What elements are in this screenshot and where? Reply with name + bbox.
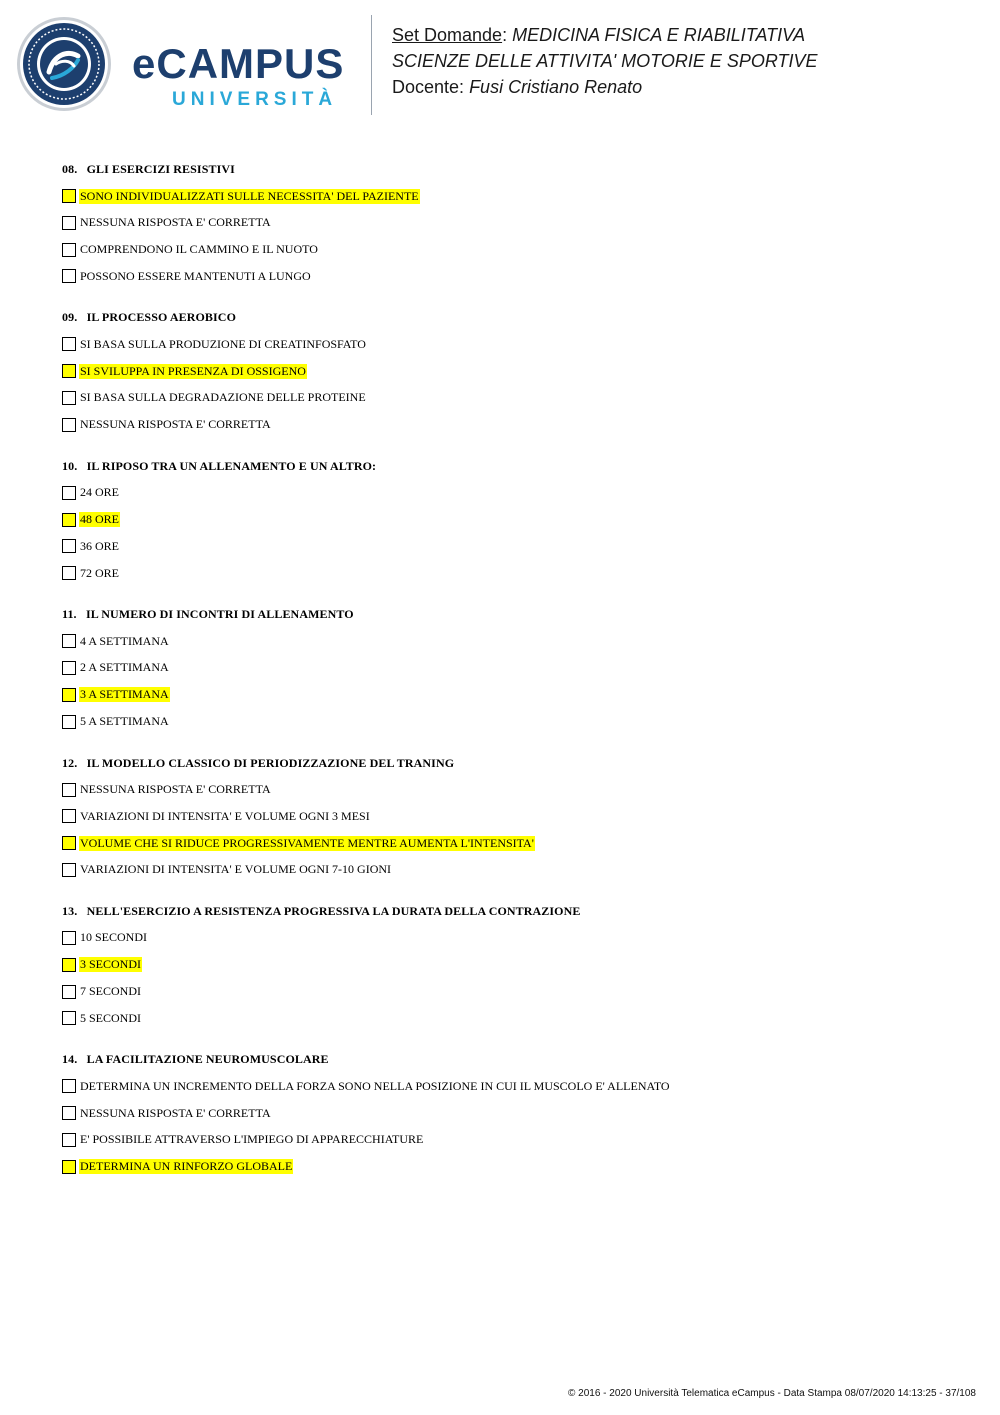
checkbox[interactable] <box>62 809 76 823</box>
question-title <box>62 308 962 326</box>
checkbox[interactable] <box>62 634 76 648</box>
question-title <box>62 457 962 475</box>
answer-option <box>62 713 962 731</box>
checkbox[interactable] <box>62 985 76 999</box>
footer-copyright: © 2016 - 2020 Università Telematica eCampus - Data Stampa 08/07/2020 14:13:25 - 37/108 <box>568 1388 976 1399</box>
course-line-1: MEDICINA FISICA E RIABILITATIVA <box>512 25 806 45</box>
checkbox[interactable] <box>62 1106 76 1120</box>
answer-option <box>62 1077 962 1095</box>
answer-option <box>62 861 962 879</box>
question-title <box>62 605 962 623</box>
answer-text: 4 A SETTIMANA <box>80 633 169 648</box>
question-title <box>62 1050 962 1068</box>
answer-list <box>62 484 962 582</box>
answer-list <box>62 1077 962 1175</box>
checkbox[interactable] <box>62 269 76 283</box>
checkbox[interactable] <box>62 1133 76 1147</box>
checkbox[interactable] <box>62 958 76 972</box>
course-line-2: SCIENZE DELLE ATTIVITA' MOTORIE E SPORTIVE <box>392 51 818 71</box>
answer-text: POSSONO ESSERE MANTENUTI A LUNGO <box>80 268 311 283</box>
answer-option <box>62 267 962 285</box>
checkbox[interactable] <box>62 364 76 378</box>
answer-text: 3 SECONDI <box>80 957 142 972</box>
answer-text: DETERMINA UN INCREMENTO DELLA FORZA SONO NELLA POSIZIONE IN CUI IL MUSCOLO E' ALLENATO <box>80 1078 670 1093</box>
answer-option <box>62 807 962 825</box>
checkbox[interactable] <box>62 566 76 580</box>
answer-option-correct <box>62 511 962 529</box>
answer-text: VOLUME CHE SI RIDUCE PROGRESSIVAMENTE MENTRE AUMENTA L'INTENSITA' <box>80 835 534 850</box>
answer-text: 5 SECONDI <box>80 1010 142 1025</box>
checkbox[interactable] <box>62 243 76 257</box>
question-number: 14. <box>62 1052 78 1067</box>
set-label: Set Domande <box>392 25 503 45</box>
question-text: IL NUMERO DI INCONTRI DI ALLENAMENTO <box>85 607 354 622</box>
answer-option <box>62 1131 962 1149</box>
checkbox[interactable] <box>62 391 76 405</box>
question-number: 13. <box>62 903 78 918</box>
answer-option <box>62 781 962 799</box>
question-text: IL PROCESSO AEROBICO <box>86 310 236 325</box>
question-title <box>62 754 962 772</box>
checkbox[interactable] <box>62 783 76 797</box>
course-info: Set Domande: MEDICINA FISICA E RIABILITATIVA SCIENZE DELLE ATTIVITA' MOTORIE E SPORTIVE Docente: Fusi Cristiano Renato <box>392 25 818 97</box>
docente-label: Docente <box>392 77 460 97</box>
answer-text: 72 ORE <box>80 565 119 580</box>
ecampus-wordmark <box>132 40 354 112</box>
brand-subtitle: UNIVERSITÀ <box>172 89 338 110</box>
question-number: 12. <box>62 755 78 770</box>
answer-option-correct <box>62 362 962 380</box>
answer-option-correct <box>62 956 962 974</box>
answer-list <box>62 335 962 433</box>
answer-text: NESSUNA RISPOSTA E' CORRETTA <box>80 417 271 432</box>
answer-text: DETERMINA UN RINFORZO GLOBALE <box>80 1159 293 1174</box>
question-number: 09. <box>62 310 78 325</box>
question-text: IL RIPOSO TRA UN ALLENAMENTO E UN ALTRO: <box>86 458 377 473</box>
question-title <box>62 902 962 920</box>
docente-name: Fusi Cristiano Renato <box>469 77 643 97</box>
checkbox[interactable] <box>62 486 76 500</box>
checkbox[interactable] <box>62 1079 76 1093</box>
checkbox[interactable] <box>62 216 76 230</box>
checkbox[interactable] <box>62 513 76 527</box>
answer-text: NESSUNA RISPOSTA E' CORRETTA <box>80 782 271 797</box>
answer-text: 48 ORE <box>80 512 119 527</box>
answer-text: 3 A SETTIMANA <box>80 687 169 702</box>
brand-name: eCAMPUS <box>132 40 345 87</box>
answer-text: 5 A SETTIMANA <box>80 714 169 729</box>
answer-option <box>62 241 962 259</box>
answer-text: SI BASA SULLA PRODUZIONE DI CREATINFOSFATO <box>80 336 366 351</box>
checkbox[interactable] <box>62 836 76 850</box>
checkbox[interactable] <box>62 418 76 432</box>
answer-text: SI BASA SULLA DEGRADAZIONE DELLE PROTEINE <box>80 390 366 405</box>
answer-text: VARIAZIONI DI INTENSITA' E VOLUME OGNI 3 MESI <box>80 808 370 823</box>
answer-text: 2 A SETTIMANA <box>80 660 169 675</box>
answer-text: VARIAZIONI DI INTENSITA' E VOLUME OGNI 7-10 GIONI <box>80 862 392 877</box>
answer-option <box>62 389 962 407</box>
question-number: 10. <box>62 458 78 473</box>
question-number: 08. <box>62 162 78 176</box>
answer-option <box>62 929 962 947</box>
checkbox[interactable] <box>62 189 76 203</box>
header-divider <box>371 15 372 115</box>
answer-option-correct <box>62 834 962 852</box>
checkbox[interactable] <box>62 1011 76 1025</box>
answer-text: 24 ORE <box>80 485 119 500</box>
answer-text: E' POSSIBILE ATTRAVERSO L'IMPIEGO DI APPARECCHIATURE <box>80 1132 424 1147</box>
answer-list <box>62 632 962 730</box>
answer-option <box>62 214 962 232</box>
answer-text: SONO INDIVIDUALIZZATI SULLE NECESSITA' DEL PAZIENTE <box>80 188 419 203</box>
answer-text: NESSUNA RISPOSTA E' CORRETTA <box>80 1105 271 1120</box>
answer-option <box>62 1104 962 1122</box>
question-title <box>62 160 962 178</box>
checkbox[interactable] <box>62 715 76 729</box>
answer-option <box>62 416 962 434</box>
answer-list <box>62 929 962 1027</box>
question-text: IL MODELLO CLASSICO DI PERIODIZZAZIONE DEL TRANING <box>86 755 455 770</box>
answer-option-correct <box>62 686 962 704</box>
answer-option-correct <box>62 1158 962 1176</box>
answer-list <box>62 781 962 879</box>
checkbox[interactable] <box>62 1160 76 1174</box>
answer-option <box>62 632 962 650</box>
checkbox[interactable] <box>62 337 76 351</box>
question-text: GLI ESERCIZI RESISTIVI <box>86 162 235 176</box>
checkbox[interactable] <box>62 863 76 877</box>
answer-text: NESSUNA RISPOSTA E' CORRETTA <box>80 215 271 230</box>
question-list <box>62 160 962 1199</box>
checkbox[interactable] <box>62 931 76 945</box>
checkbox[interactable] <box>62 661 76 675</box>
question-number: 11. <box>62 607 77 622</box>
answer-option <box>62 537 962 555</box>
answer-option <box>62 335 962 353</box>
answer-text: 36 ORE <box>80 538 119 553</box>
checkbox[interactable] <box>62 539 76 553</box>
answer-text: COMPRENDONO IL CAMMINO E IL NUOTO <box>80 242 318 257</box>
question-text: LA FACILITAZIONE NEUROMUSCOLARE <box>86 1052 329 1067</box>
answer-list <box>62 187 962 285</box>
answer-text: 7 SECONDI <box>80 984 142 999</box>
answer-option <box>62 484 962 502</box>
answer-option <box>62 983 962 1001</box>
ecampus-seal-logo <box>16 16 112 112</box>
answer-option <box>62 1009 962 1027</box>
answer-text: SI SVILUPPA IN PRESENZA DI OSSIGENO <box>80 363 306 378</box>
answer-option <box>62 564 962 582</box>
page-header <box>0 0 1000 130</box>
answer-option <box>62 659 962 677</box>
answer-option-correct <box>62 187 962 205</box>
answer-text: 10 SECONDI <box>80 930 148 945</box>
question-text: NELL'ESERCIZIO A RESISTENZA PROGRESSIVA LA DURATA DELLA CONTRAZIONE <box>86 903 581 918</box>
checkbox[interactable] <box>62 688 76 702</box>
